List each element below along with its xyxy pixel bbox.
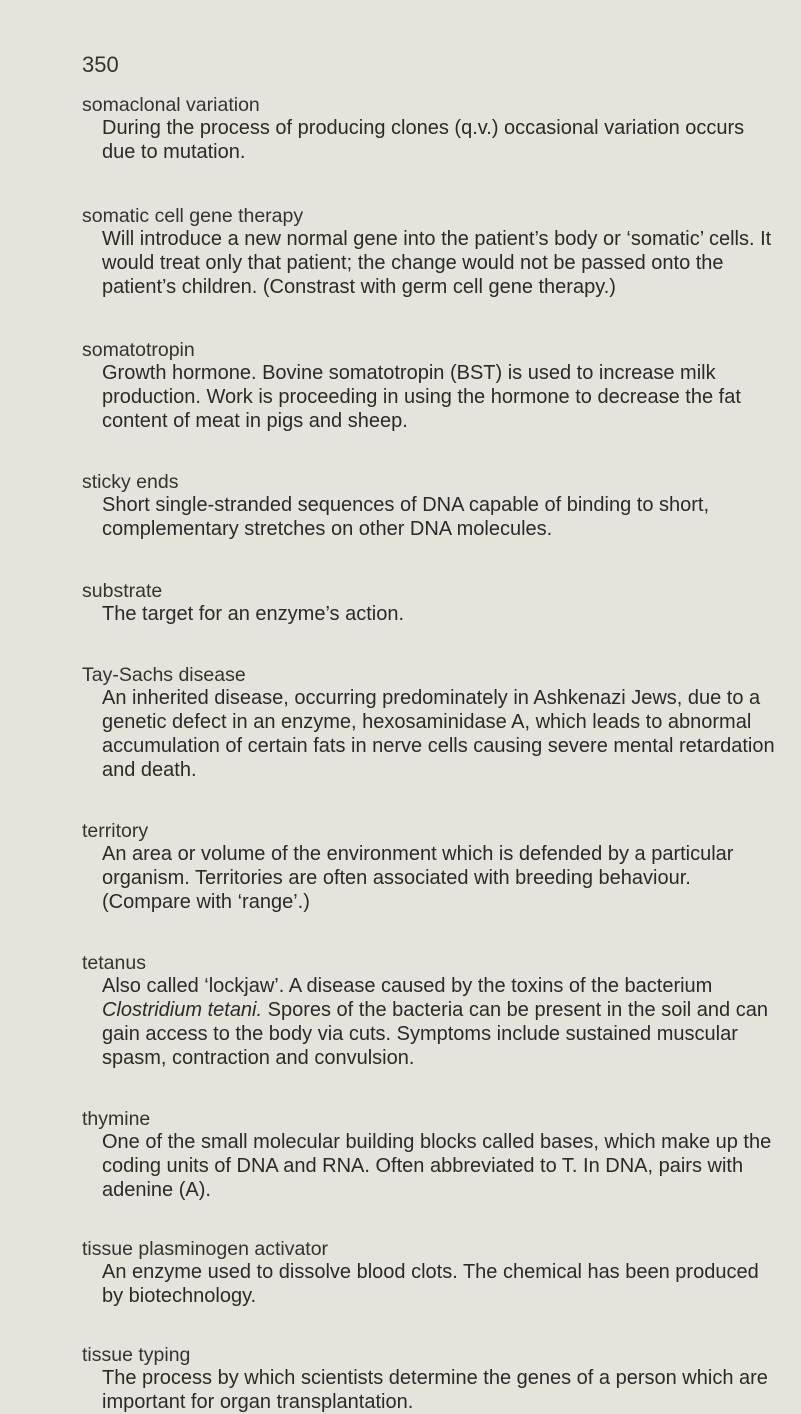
- glossary-entry: [82, 664, 782, 782]
- entry-term: sticky ends: [82, 471, 179, 493]
- entry-definition: One of the small molecular building blocks called bases, which make up the coding units of DNA and RNA. Often abbreviated to T. In DNA, pairs with adenine (A).: [102, 1131, 772, 1201]
- entry-definition: Short single-stranded sequences of DNA capable of binding to short, complementary stretches on other DNA molecules.: [102, 494, 710, 540]
- glossary-entry: [82, 1344, 782, 1414]
- entry-term: tissue plasminogen activator: [82, 1238, 329, 1260]
- glossary-entry: [82, 205, 782, 299]
- glossary-entry: [82, 820, 782, 914]
- entry-definition: An enzyme used to dissolve blood clots. The chemical has been produced by biotechnology.: [102, 1261, 759, 1307]
- entry-term: thymine: [82, 1108, 151, 1130]
- entry-term: territory: [82, 820, 149, 842]
- glossary-entry: [82, 580, 782, 626]
- glossary-entry: [82, 339, 782, 433]
- entry-definition: The process by which scientists determine the genes of a person which are important for organ transplantation.: [102, 1367, 768, 1413]
- species-name: Clostridium tetani.: [102, 999, 263, 1021]
- entry-definition: Growth hormone. Bovine somatotropin (BST) is used to increase milk production. Work is proceeding in using the hormone to decrease the fat content of meat in pigs and sheep.: [102, 362, 741, 432]
- entry-definition: [102, 974, 782, 1070]
- entry-term: somatotropin: [82, 339, 195, 361]
- entry-definition: Will introduce a new normal gene into the patient’s body or ‘somatic’ cells. It would treat only that patient; the change would not be passed onto the patient’s children. (Constrast with germ cell gene therapy.): [102, 228, 772, 298]
- glossary-entries: [82, 94, 782, 1414]
- entry-term: somatic cell gene therapy: [82, 205, 304, 227]
- entry-definition: An area or volume of the environment which is defended by a particular organism. Territories are often associated with breeding behaviour. (Compare with ‘range’.): [102, 843, 734, 913]
- entry-term: substrate: [82, 580, 163, 602]
- entry-definition: The target for an enzyme’s action.: [102, 603, 405, 625]
- entry-definition: During the process of producing clones (q.v.) occasional variation occurs due to mutation.: [102, 117, 745, 163]
- entry-term: tissue typing: [82, 1344, 191, 1366]
- entry-term: somaclonal variation: [82, 94, 260, 116]
- definition-text: Spores of the bacteria can be present in the soil and can gain access to the body via cuts. Symptoms include sustained muscular spasm, contraction and convulsion.: [102, 999, 768, 1069]
- entry-term: tetanus: [82, 952, 146, 974]
- glossary-entry: [82, 1238, 782, 1308]
- definition-text: Also called ‘lockjaw’. A disease caused by the toxins of the bacterium: [102, 975, 713, 997]
- glossary-entry: [82, 952, 782, 1070]
- glossary-entry: [82, 94, 782, 164]
- entry-definition: An inherited disease, occurring predominately in Ashkenazi Jews, due to a genetic defect in an enzyme, hexosaminidase A, which leads to abnormal accumulation of certain fats in nerve cells causing severe mental retardation and death.: [102, 687, 775, 781]
- glossary-entry: [82, 471, 782, 541]
- entry-term: Tay-Sachs disease: [82, 664, 246, 686]
- glossary-entry: [82, 1108, 782, 1202]
- page-number: 350: [82, 52, 119, 77]
